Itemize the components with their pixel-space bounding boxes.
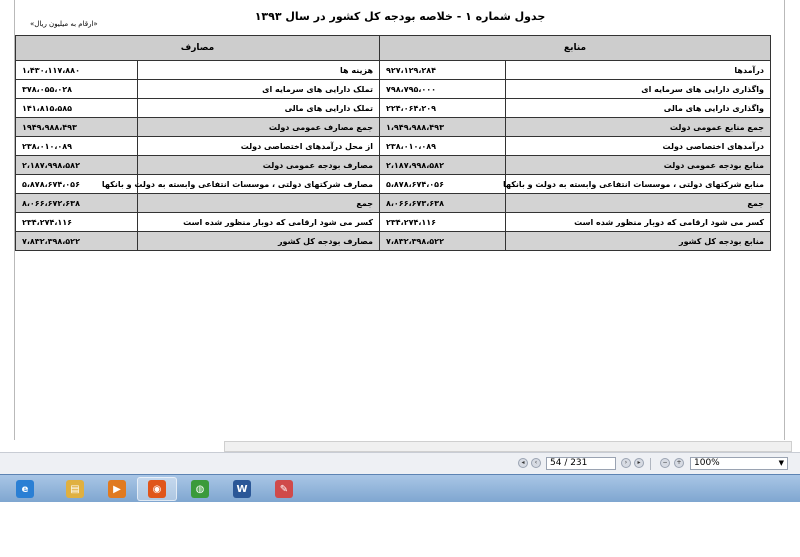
- source-value-cell: ۷،۸۳۲،۳۹۸،۵۲۲: [380, 232, 506, 251]
- zoom-in-icon[interactable]: +: [674, 458, 684, 468]
- source-label-cell: واگذاری دارایی های سرمایه ای: [506, 80, 771, 99]
- internet-explorer-icon: e: [16, 480, 34, 498]
- first-page-icon[interactable]: ◂: [518, 458, 528, 468]
- pdf-toolbar: [0, 452, 800, 474]
- taskbar-word-button[interactable]: [222, 477, 262, 501]
- table-row: [16, 137, 771, 156]
- source-label-cell: منابع شرکتهای دولتی ، موسسات انتفاعی وابسته به دولت و بانکها: [506, 175, 771, 194]
- source-value-cell: ۸،۰۶۶،۶۷۳،۶۳۸: [380, 194, 506, 213]
- table-row: [16, 175, 771, 194]
- table-row: [16, 80, 771, 99]
- expense-value-cell: ۲۳۸،۰۱۰،۰۸۹: [16, 137, 138, 156]
- source-value-cell: ۲۳۸،۰۱۰،۰۸۹: [380, 137, 506, 156]
- source-label-cell: منابع بودجه کل کشور: [506, 232, 771, 251]
- source-value-cell: ۷۹۸،۷۹۵،۰۰۰: [380, 80, 506, 99]
- expense-label-cell: کسر می شود ارقامی که دوبار منظور شده است: [138, 213, 380, 232]
- expense-label-cell: جمع: [138, 194, 380, 213]
- taskbar-media-player-button[interactable]: [97, 477, 137, 501]
- source-label-cell: منابع بودجه عمومی دولت: [506, 156, 771, 175]
- taskbar-firefox-button[interactable]: [137, 477, 177, 501]
- zoom-value: 100%: [694, 458, 720, 468]
- expense-value-cell: ۲،۱۸۷،۹۹۸،۵۸۲: [16, 156, 138, 175]
- word-icon: W: [233, 480, 251, 498]
- toolbar-separator: [650, 458, 651, 470]
- table-row: [16, 194, 771, 213]
- expense-label-cell: مصارف بودجه کل کشور: [138, 232, 380, 251]
- unit-note: «ارقام به میلیون ریال»: [30, 20, 98, 28]
- table-row: [16, 61, 771, 80]
- taskbar-file-explorer-button[interactable]: [55, 477, 95, 501]
- expense-value-cell: ۱۹۴۹،۹۸۸،۴۹۳: [16, 118, 138, 137]
- expense-value-cell: ۵،۸۷۸،۶۷۴،۰۵۶: [16, 175, 138, 194]
- expense-label-cell: تملک دارایی های مالی: [138, 99, 380, 118]
- chevron-down-icon: ▼: [778, 459, 784, 467]
- last-page-icon[interactable]: ▸: [634, 458, 644, 468]
- horizontal-scrollbar[interactable]: [224, 441, 792, 452]
- source-value-cell: ۹۲۷،۱۲۹،۲۸۴: [380, 61, 506, 80]
- expense-label-cell: هزینه ها: [138, 61, 380, 80]
- expense-value-cell: ۳۷۸،۰۵۵،۰۲۸: [16, 80, 138, 99]
- table-row: [16, 118, 771, 137]
- media-player-icon: ▶: [108, 480, 126, 498]
- expense-label-cell: از محل درآمدهای اختصاصی دولت: [138, 137, 380, 156]
- page-border-right: [784, 0, 785, 440]
- sources-header: منابع: [380, 36, 771, 61]
- source-value-cell: ۲۳۴،۲۷۴،۱۱۶: [380, 213, 506, 232]
- next-page-icon[interactable]: ›: [621, 458, 631, 468]
- taskbar-internet-explorer-button[interactable]: [5, 477, 45, 501]
- windows-taskbar: [0, 474, 800, 502]
- table-row: [16, 99, 771, 118]
- chrome-icon: ◍: [191, 480, 209, 498]
- taskbar-pdf-editor-button[interactable]: [264, 477, 304, 501]
- source-label-cell: جمع منابع عمومی دولت: [506, 118, 771, 137]
- previous-page-icon[interactable]: ‹: [531, 458, 541, 468]
- source-value-cell: ۵،۸۷۸،۶۷۴،۰۵۶: [380, 175, 506, 194]
- table-header-row: [16, 36, 771, 61]
- expense-value-cell: ۲۳۴،۲۷۴،۱۱۶: [16, 213, 138, 232]
- expense-label-cell: جمع مصارف عمومی دولت: [138, 118, 380, 137]
- source-label-cell: درآمدهای اختصاصی دولت: [506, 137, 771, 156]
- table-row: [16, 156, 771, 175]
- expenses-header: مصارف: [16, 36, 380, 61]
- expense-value-cell: ۸،۰۶۶،۶۷۲،۶۳۸: [16, 194, 138, 213]
- expense-label-cell: مصارف بودجه عمومی دولت: [138, 156, 380, 175]
- expense-value-cell: ۷،۸۳۲،۳۹۸،۵۲۲: [16, 232, 138, 251]
- table-row: [16, 232, 771, 251]
- expense-label-cell: تملک دارایی های سرمایه ای: [138, 80, 380, 99]
- table-row: [16, 213, 771, 232]
- file-explorer-icon: ▤: [66, 480, 84, 498]
- expense-value-cell: ۱۴۱،۸۱۵،۵۸۵: [16, 99, 138, 118]
- blank-area: [0, 502, 800, 557]
- pdf-editor-icon: ✎: [275, 480, 293, 498]
- zoom-out-icon[interactable]: −: [660, 458, 670, 468]
- source-value-cell: ۱،۹۴۹،۹۸۸،۴۹۳: [380, 118, 506, 137]
- expense-label-cell: مصارف شرکتهای دولتی ، موسسات انتفاعی وابسته به دولت و بانکها: [138, 175, 380, 194]
- source-value-cell: ۲،۱۸۷،۹۹۸،۵۸۲: [380, 156, 506, 175]
- document-title: جدول شماره ۱ - خلاصه بودجه کل کشور در سال ۱۳۹۳: [254, 10, 546, 23]
- source-value-cell: ۲۲۴،۰۶۴،۲۰۹: [380, 99, 506, 118]
- expense-value-cell: ۱،۴۳۰،۱۱۷،۸۸۰: [16, 61, 138, 80]
- source-label-cell: کسر می شود ارقامی که دوبار منظور شده است: [506, 213, 771, 232]
- source-label-cell: جمع: [506, 194, 771, 213]
- firefox-icon: ◉: [148, 480, 166, 498]
- taskbar-chrome-button[interactable]: [180, 477, 220, 501]
- page-number-input[interactable]: 54 / 231: [546, 457, 616, 470]
- budget-summary-table: [15, 35, 771, 251]
- source-label-cell: درآمدها: [506, 61, 771, 80]
- source-label-cell: واگذاری دارایی های مالی: [506, 99, 771, 118]
- zoom-select[interactable]: [690, 457, 788, 470]
